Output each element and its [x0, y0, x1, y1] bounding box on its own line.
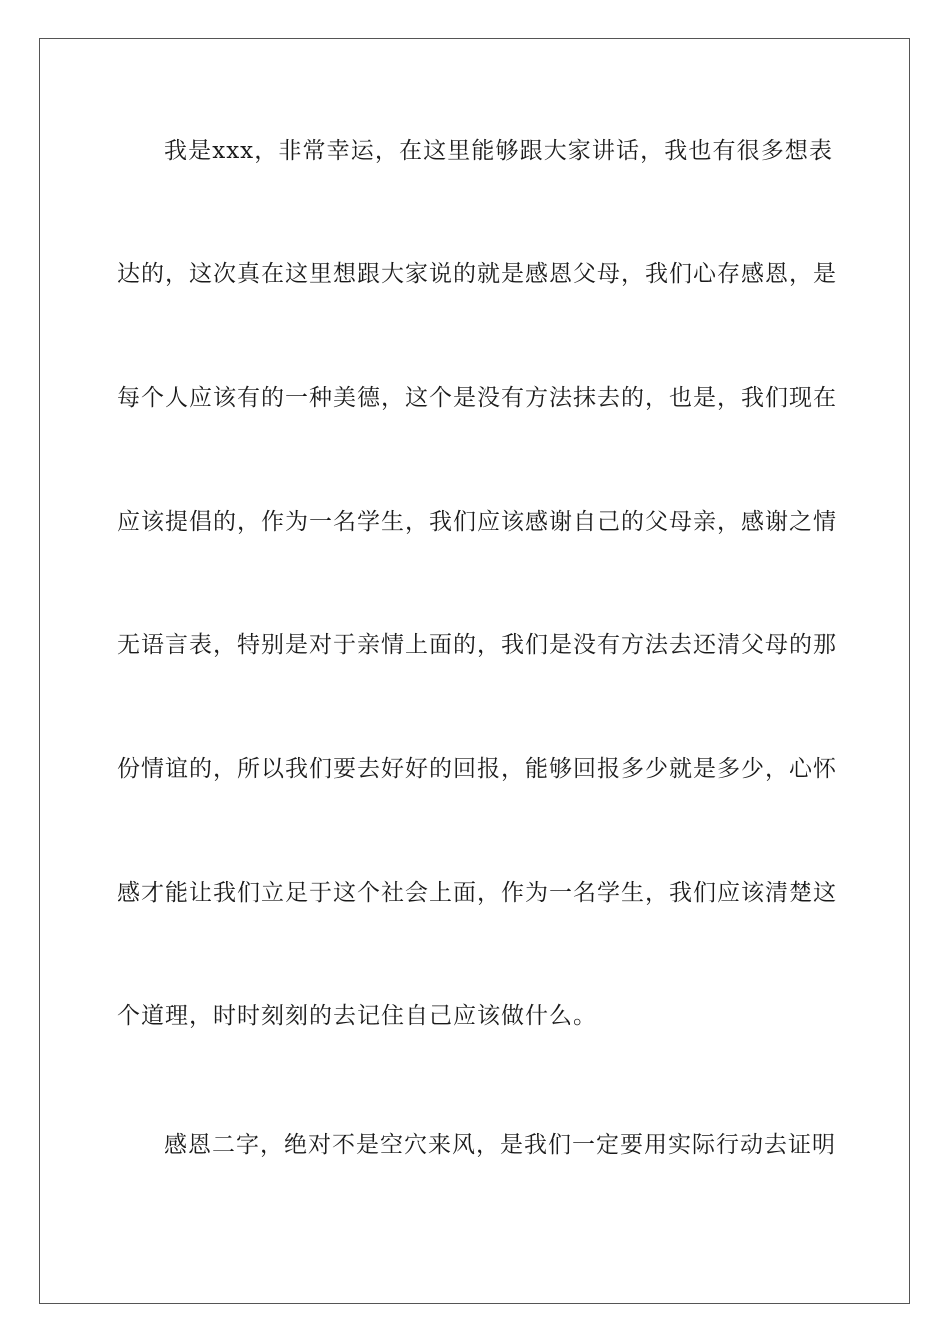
- paragraph-1-line-5: 无语言表，特别是对于亲情上面的，我们是没有方法去还清父母的那: [117, 632, 837, 658]
- page-border: [39, 38, 910, 1304]
- paragraph-2-line-1: 感恩二字，绝对不是空穴来风，是我们一定要用实际行动去证明: [164, 1132, 836, 1158]
- paragraph-1-line-7: 感才能让我们立足于这个社会上面，作为一名学生，我们应该清楚这: [117, 880, 837, 906]
- paragraph-1-line-3: 每个人应该有的一种美德，这个是没有方法抹去的，也是，我们现在: [117, 385, 837, 411]
- paragraph-1-line-6: 份情谊的，所以我们要去好好的回报，能够回报多少就是多少，心怀: [117, 756, 837, 782]
- paragraph-1-line-8: 个道理，时时刻刻的去记住自己应该做什么。: [117, 1003, 597, 1029]
- paragraph-1-line-2: 达的，这次真在这里想跟大家说的就是感恩父母，我们心存感恩，是: [117, 261, 837, 287]
- paragraph-1-line-4: 应该提倡的，作为一名学生，我们应该感谢自己的父母亲，感谢之情: [117, 509, 837, 535]
- paragraph-1-line-1: 我是xxx，非常幸运，在这里能够跟大家讲话，我也有很多想表: [164, 138, 833, 164]
